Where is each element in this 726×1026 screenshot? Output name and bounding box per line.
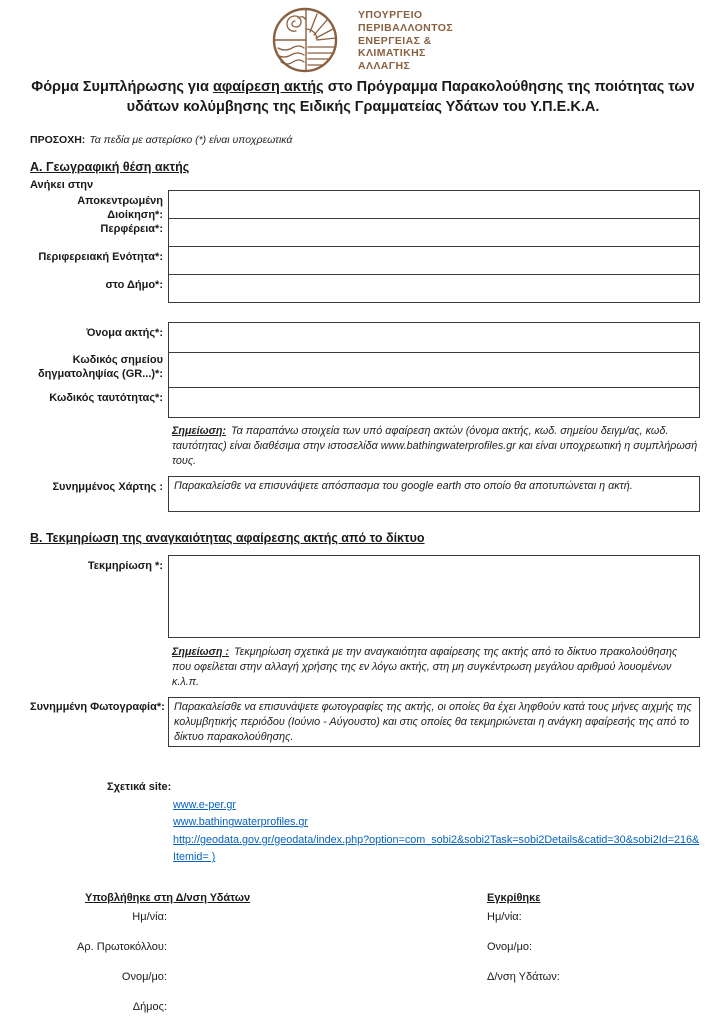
- page-title: [20, 77, 706, 117]
- regional-unit-label: Περιφερειακή Ενότητα*:: [38, 251, 163, 263]
- field-row-region: [30, 218, 700, 247]
- link-e-per[interactable]: www.e-per.gr: [173, 799, 237, 811]
- submitted-municipality-label: Δήμος:: [132, 1001, 167, 1013]
- ministry-name-line: ΚΛΙΜΑΤΙΚΗΣ: [358, 47, 426, 60]
- ministry-name: [358, 7, 453, 73]
- submitted-name-label: Ονομ/μο:: [121, 971, 167, 983]
- attention-text: Τα πεδία με αστερίσκο (*) είναι υποχρεωτικά: [89, 134, 293, 146]
- note-section-a: [172, 424, 698, 470]
- approved-name-label: Ονομ/μο:: [487, 941, 533, 953]
- municipality-field[interactable]: [168, 274, 700, 303]
- section-b-heading: Β. Τεκμηρίωση της αναγκαιότητας αφαίρεσης ακτής από το δίκτυο: [30, 531, 425, 545]
- related-sites-heading: Σχετικά site:: [107, 781, 172, 793]
- location-fields-group: [30, 190, 700, 303]
- beach-name-field[interactable]: [168, 322, 700, 353]
- attention-note: [30, 134, 292, 146]
- field-row-attached-photo: [30, 697, 700, 747]
- justification-label: Τεκμηρίωση *:: [87, 560, 163, 572]
- note-section-b: [172, 645, 698, 691]
- justification-field-group: [30, 555, 700, 638]
- note-text: Τα παραπάνω στοιχεία των υπό αφαίρεση ακτών (όνομα ακτής, κωδ. σημείου δειγμ/ας, κωδ. ταυτότητας) είναι διαθέσιμα στην ιστοσελίδα www.bathingwaterprofiles.gr και είναι υποχρεωτική η συμπλήρωσή τους.: [172, 425, 698, 468]
- attached-photo-field[interactable]: Παρακαλείσθε να επισυνάψετε φωτογραφίες της ακτής, οι οποίες θα έχει ληφθούν κατά τους μήνες αιχμής της κολυμβητικής περιόδου (Ιούνιο - Αύγουστο) και στις οποίες θα τεκμηριώνεται η ανάγκη αφαίρεσής της από το δίκτυο παρακολούθησης.: [168, 697, 700, 747]
- approved-heading: Εγκρίθηκε: [487, 892, 541, 904]
- attached-map-label: Συνημμένος Χάρτης :: [52, 481, 163, 493]
- field-row-attached-map: [30, 476, 700, 512]
- field-row-justification: [30, 555, 700, 638]
- region-label: Περφέρεια*:: [100, 223, 163, 235]
- belongs-label: Ανήκει στην: [30, 179, 94, 191]
- ministry-logo: [272, 7, 453, 76]
- beach-name-label: Όνομα ακτής*:: [86, 327, 163, 339]
- note-label: Σημείωση:: [172, 425, 227, 437]
- related-sites-list: [173, 797, 700, 867]
- water-directorate-label: Δ/νση Υδάτων:: [487, 971, 560, 983]
- note-text: Τεκμηρίωση σχετικά με την αναγκαιότητα αφαίρεσης της ακτής από το δίκτυο πρακολούθησης που οφείλεται στην αλλαγή χρήσης της εν λόγω ακτής, στη μη συγκέντρωση μεγάλου αριθμού λουομένων κ.λ.π.: [172, 646, 678, 689]
- submitted-date-label: Ημ/νία:: [132, 911, 167, 923]
- ministry-name-line: ΥΠΟΥΡΓΕΙΟ: [358, 9, 423, 21]
- title-pre: Φόρμα Συμπλήρωσης για: [31, 79, 213, 95]
- photo-field-group: [30, 697, 700, 747]
- field-row-identity-code: [30, 387, 700, 418]
- field-row-regional-unit: [30, 246, 700, 275]
- field-row-municipality: [30, 274, 700, 303]
- link-bathingwaterprofiles[interactable]: www.bathingwaterprofiles.gr: [173, 816, 309, 829]
- justification-field[interactable]: [168, 555, 700, 638]
- region-field[interactable]: [168, 218, 700, 247]
- field-row-sampling-code: [30, 352, 700, 388]
- administration-label: Αποκεντρωμένη Διοίκηση*:: [77, 195, 163, 221]
- identity-code-field[interactable]: [168, 387, 700, 418]
- ministry-name-line: ΠΕΡΙΒΑΛΛΟΝΤΟΣ: [358, 21, 454, 34]
- attached-map-field[interactable]: Παρακαλείσθε να επισυνάψετε απόσπασμα του google earth στο οποίο θα αποτυπώνεται η ακτή.: [168, 476, 700, 512]
- protocol-number-label: Αρ. Πρωτοκόλλου:: [77, 941, 167, 953]
- field-row-administration: [30, 190, 700, 219]
- ministry-emblem-icon: [272, 7, 338, 76]
- ministry-name-line: ΑΛΛΑΓΗΣ: [358, 60, 411, 73]
- field-row-beach-name: [30, 322, 700, 353]
- sampling-code-label: Κωδικός σημείου δηγματοληψίας (GR...)*:: [38, 354, 163, 380]
- regional-unit-field[interactable]: [168, 246, 700, 275]
- beach-id-fields-group: [30, 322, 700, 418]
- title-underlined: αφαίρεση ακτής: [212, 79, 324, 95]
- map-field-group: [30, 476, 700, 512]
- attention-label: ΠΡΟΣΟΧΗ:: [30, 134, 86, 146]
- attached-photo-label: Συνημμένη Φωτογραφία*:: [30, 701, 165, 713]
- administration-field[interactable]: [168, 190, 700, 219]
- submitted-heading: Υποβλήθηκε στη Δ/νση Υδάτων: [85, 892, 251, 904]
- approved-date-label: Ημ/νία:: [487, 911, 522, 923]
- municipality-label: στο Δήμο*:: [105, 279, 163, 291]
- title-post: στο Πρόγραμμα Παρακολούθησης της ποιότητας των υδάτων κολύμβησης της Ειδικής Γραμματείας Υδάτων του Υ.Π.Ε.Κ.Α.: [126, 79, 695, 115]
- ministry-name-line: ΕΝΕΡΓΕΙΑΣ &: [358, 34, 432, 47]
- section-a-heading: Α. Γεωγραφική θέση ακτής: [30, 160, 190, 174]
- link-geodata[interactable]: http://geodata.gov.gr/geodata/index.php?option=com_sobi2&sobi2Task=sobi2Details&catid=30&sobi2Id=216&Itemid= ): [173, 833, 700, 864]
- note-label: Σημείωση :: [172, 646, 230, 658]
- sampling-code-field[interactable]: [168, 352, 700, 388]
- identity-code-label: Κωδικός ταυτότητας*:: [49, 392, 163, 404]
